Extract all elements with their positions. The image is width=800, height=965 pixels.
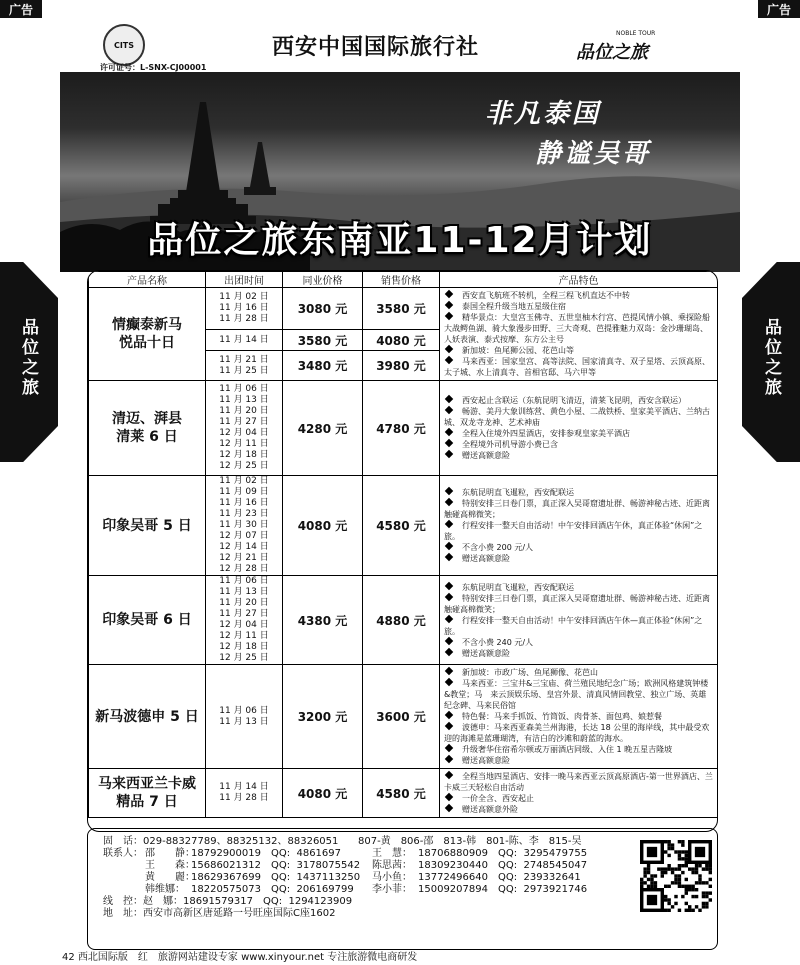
line-name: 赵 娜： (143, 896, 183, 907)
diamond-bullet-icon (445, 678, 453, 686)
feature-item (444, 667, 713, 678)
diamond-bullet-icon (445, 647, 453, 655)
sale-price: 4580 元 (363, 476, 440, 576)
feature-item (444, 301, 713, 312)
product-table (87, 270, 718, 832)
contact-person (372, 848, 588, 860)
feature-item (444, 593, 713, 615)
diamond-bullet-icon (445, 771, 453, 779)
address-label: 地 址： (103, 908, 143, 919)
diamond-bullet-icon (445, 520, 453, 528)
brand-logo: 品位之旅 (576, 42, 648, 63)
contact-mobile: 18792900019 (191, 848, 261, 859)
table-row (89, 769, 718, 818)
line-label: 线 控： (103, 896, 143, 907)
diamond-bullet-icon (445, 487, 453, 495)
diamond-bullet-icon (445, 614, 453, 622)
feature-text: 一价全含、西安起止 (462, 794, 534, 803)
contact-name: 邵 静： (145, 848, 195, 859)
col-header-sale-price: 销售价格 (363, 272, 440, 288)
extensions: 807-黄 806-邵 813-韩 801-陈、李 815-吴 (358, 836, 582, 847)
table-row (89, 288, 718, 330)
col-header-trade-price: 同业价格 (283, 272, 363, 288)
ad-tag-right: 广告 (758, 0, 800, 18)
feature-text: 全程当地四星酒店、安排一晚马来西亚云顶高原酒店-第一世界酒店、兰卡威三天轻松自由活动 (444, 772, 713, 792)
product-name: 清迈、湃县 清莱 6 日 (89, 381, 206, 476)
contact-qq: QQ: 239332641 (498, 872, 581, 883)
feature-text: 东航昆明直飞暹粒，西安配联运 (462, 582, 574, 592)
sale-price: 3580 元 (363, 288, 440, 330)
product-features (440, 476, 718, 576)
contact-name: 李小菲： (372, 884, 412, 895)
diamond-bullet-icon (445, 667, 453, 675)
departure-dates: 11 月 06 日 11 月 13 日 (206, 665, 283, 769)
product-name: 马来西亚兰卡威 精品 7 日 (89, 769, 206, 818)
sale-price: 3980 元 (363, 351, 440, 381)
product-name: 情癫泰新马 悦品十日 (89, 288, 206, 381)
feature-item (444, 804, 713, 815)
contacts-right (372, 848, 588, 896)
contact-qq: QQ: 206169799 (271, 884, 354, 895)
feature-text: 行程安排一整天自由活动！中午安排回酒店午休，真正体验“休闲”之旅。 (444, 521, 703, 541)
diamond-bullet-icon (445, 592, 453, 600)
product-name: 新马波德申 5 日 (89, 665, 206, 769)
people-label: 联系人： (103, 848, 143, 859)
trade-price: 3080 元 (283, 288, 363, 330)
feature-text: 赠送高额意外险 (462, 805, 518, 814)
product-features (440, 381, 718, 476)
phone-numbers: 029-88327789、88325132、88326051 (143, 836, 339, 847)
col-header-dates: 出团时间 (206, 272, 283, 288)
contact-qq: QQ: 3295479755 (498, 848, 588, 859)
headline: 品位之旅东南亚11-12月计划 (147, 220, 653, 261)
diamond-bullet-icon (445, 395, 453, 403)
product-features (440, 288, 718, 381)
feature-text: 特别安排三日卷门票，真正深入吴哥窟遗址群、畅游神秘古迹、近距离触碰高棉微笑； (444, 499, 710, 519)
contact-person (372, 872, 588, 884)
product-features (440, 665, 718, 769)
feature-text: 西安起止含联运（东航昆明飞清迈，清莱飞昆明，西安含联运） (462, 396, 686, 405)
sale-price: 4880 元 (363, 576, 440, 665)
address-line (103, 908, 335, 920)
feature-text: 东航昆明直飞暹粒，西安配联运 (462, 488, 574, 497)
feature-text: 马来西亚：国家皇宫、高等法院、国家清真寺、双子星塔、云顶高原、太子城、水上清真寺、首相官邸、马六甲等 (444, 357, 710, 377)
diamond-bullet-icon (445, 345, 453, 353)
ad-tag-left: 广告 (0, 0, 42, 18)
diamond-bullet-icon (445, 312, 453, 320)
feature-item (444, 428, 713, 439)
contact-mobile: 15009207894 (418, 884, 488, 895)
feature-item (444, 498, 713, 520)
trade-price: 3580 元 (283, 330, 363, 351)
contact-person (372, 860, 588, 872)
phone-line (103, 836, 338, 848)
table-row (89, 576, 718, 665)
contact-mobile: 18220575073 (191, 884, 261, 895)
product-features (440, 576, 718, 665)
feature-item (444, 615, 713, 637)
departure-dates: 11 月 06 日 11 月 13 日 11 月 20 日 11 月 27 日 12 月 04 日 12 月 11 日 12 月 18 日 12 月 25 日 (206, 576, 283, 665)
departure-dates: 11 月 02 日 11 月 16 日 11 月 28 日 (206, 288, 283, 330)
contact-name: 王 森： (145, 860, 195, 871)
diamond-bullet-icon (445, 301, 453, 309)
contact-qq: QQ: 3178075542 (271, 860, 361, 871)
trade-price: 3200 元 (283, 665, 363, 769)
departure-dates: 11 月 21 日 11 月 25 日 (206, 351, 283, 381)
trade-price: 4080 元 (283, 769, 363, 818)
feature-text: 西安直飞航班不转机，全程三程飞机直达不中转 (462, 291, 630, 300)
table-row (89, 665, 718, 769)
feature-text: 泰国全程升级当地五星级住宿 (462, 302, 566, 311)
departure-dates: 11 月 06 日 11 月 13 日 11 月 20 日 11 月 27 日 12 月 04 日 12 月 11 日 12 月 18 日 12 月 25 日 (206, 381, 283, 476)
contact-name: 陈思茜： (372, 860, 412, 871)
cits-logo: CITS (103, 24, 145, 66)
contact-mobile: 18706880909 (418, 848, 488, 859)
diamond-bullet-icon (445, 406, 453, 414)
departure-dates: 11 月 14 日 11 月 28 日 (206, 769, 283, 818)
feature-text: 马来西亚：三宝井&三宝庙、荷兰殖民地纪念广场；欧洲风格建筑钟楼&教堂；马 来云顶娱乐场、皇宫外景、清真风情回教堂、独立广场、英雄纪念碑、马来民俗馆 (444, 679, 709, 710)
feature-item (444, 439, 713, 450)
feature-text: 赠送高额意险 (462, 554, 510, 563)
diamond-bullet-icon (445, 498, 453, 506)
diamond-bullet-icon (445, 722, 453, 730)
col-header-features: 产品特色 (440, 272, 718, 288)
feature-item (444, 711, 713, 722)
slogan-thailand: 非凡泰国 (485, 99, 602, 129)
diamond-bullet-icon (445, 804, 453, 812)
departure-dates: 11 月 02 日 11 月 09 日 11 月 16 日 11 月 23 日 11 月 30 日 12 月 07 日 12 月 14 日 12 月 21 日 12 月 28 日 (206, 476, 283, 576)
feature-text: 赠送高额意险 (462, 451, 510, 460)
contact-name: 王 慧： (372, 848, 412, 859)
trade-price: 4280 元 (283, 381, 363, 476)
feature-text: 精华景点：大皇宫玉佛寺、五世皇柚木行宫、芭提风情小镇、乘探险船大战鳄鱼湖、骑大象漫步田野、三大奇观、芭提雅魅力双岛：金沙珊瑚岛、人妖表演、泰式按摩、东方公主号 (444, 313, 710, 344)
feature-text: 新加坡：市政广场、鱼尾狮像、花芭山 (462, 668, 598, 677)
diamond-bullet-icon (445, 439, 453, 447)
sale-price: 4780 元 (363, 381, 440, 476)
departure-dates: 11 月 14 日 (206, 330, 283, 351)
product-features (440, 769, 718, 818)
diamond-bullet-icon (445, 793, 453, 801)
table-header-row (89, 272, 718, 288)
slogan-angkor: 静谧吴哥 (535, 139, 652, 169)
feature-item (444, 395, 713, 406)
contact-person (145, 860, 361, 872)
feature-text: 全程入住境外四星酒店，安排参观皇家美平酒店 (462, 429, 630, 438)
contact-name: 韩维娜： (145, 884, 185, 895)
feature-item (444, 356, 713, 378)
feature-text: 不含小费 240 元/人 (462, 637, 534, 647)
phone-label: 固 话： (103, 836, 143, 847)
feature-text: 升级奢华住宿希尔顿或万丽酒店同级、入住 1 晚五星吉隆坡 (462, 745, 673, 754)
contact-qq: QQ: 2748545047 (498, 860, 588, 871)
feature-item (444, 755, 713, 766)
contact-person (145, 872, 361, 884)
feature-item (444, 290, 713, 301)
feature-item (444, 582, 713, 593)
trade-price: 4380 元 (283, 576, 363, 665)
agency-name: 西安中国国际旅行社 (272, 35, 480, 60)
contact-name: 马小鱼： (372, 872, 412, 883)
feature-item (444, 678, 713, 711)
feature-item (444, 345, 713, 356)
feature-text: 波德申：马来西亚森美兰州海港，长达 18 公里的海岸线，其中最受欢迎的海滩是蓝珊瑚湾，有洁白的沙滩和蔚蓝的海水。 (444, 723, 710, 743)
contact-qq: QQ: 4861697 (271, 848, 342, 859)
contact-qq: QQ: 1437113250 (271, 872, 361, 883)
feature-item (444, 450, 713, 461)
product-name: 印象吴哥 5 日 (89, 476, 206, 576)
contact-name: 黄 麗： (145, 872, 195, 883)
feature-item (444, 648, 713, 659)
col-header-name: 产品名称 (89, 272, 206, 288)
feature-text: 特色餐：马来手抓饭、竹筒饭、肉骨茶、面包鸡、娘惹餐 (462, 712, 662, 721)
feature-item (444, 520, 713, 542)
feature-item (444, 312, 713, 345)
contact-mobile: 15686021312 (191, 860, 261, 871)
feature-item (444, 771, 713, 793)
sale-price: 4080 元 (363, 330, 440, 351)
side-text-left: 品位之旅 (18, 318, 38, 398)
table-row (89, 476, 718, 576)
diamond-bullet-icon (445, 542, 453, 550)
contact-mobile: 18629367699 (191, 872, 261, 883)
address: 西安市高新区唐延路一号旺座国际C座1602 (143, 908, 336, 919)
feature-item (444, 722, 713, 744)
diamond-bullet-icon (445, 636, 453, 644)
feature-item (444, 542, 713, 553)
feature-item (444, 744, 713, 755)
sale-price: 4580 元 (363, 769, 440, 818)
contact-qq: QQ: 2973921746 (498, 884, 588, 895)
feature-text: 全程境外司机导游小费已含 (462, 440, 558, 449)
feature-text: 赠送高额意险 (462, 648, 510, 658)
trade-price: 3480 元 (283, 351, 363, 381)
feature-item (444, 487, 713, 498)
contact-mobile: 13772496640 (418, 872, 488, 883)
diamond-bullet-icon (445, 290, 453, 298)
diamond-bullet-icon (445, 553, 453, 561)
feature-text: 不含小费 200 元/人 (462, 543, 534, 552)
brand-small: NOBLE TOUR (616, 30, 656, 37)
footer: 42 西北国际版 红 旅游网站建设专家 www.xinyour.net 专注旅游微电商研发 (62, 952, 418, 963)
diamond-bullet-icon (445, 428, 453, 436)
feature-text: 行程安排一整天自由活动！中午安排回酒店午休—真正体验“休闲”之旅。 (444, 615, 703, 636)
line-qq: QQ: 1294123909 (263, 896, 353, 907)
diamond-bullet-icon (445, 450, 453, 458)
product-name: 印象吴哥 6 日 (89, 576, 206, 665)
line-mobile: 18691579317 (183, 896, 253, 907)
contact-person (372, 884, 588, 896)
feature-item (444, 793, 713, 804)
feature-item (444, 637, 713, 648)
diamond-bullet-icon (445, 711, 453, 719)
feature-item (444, 406, 713, 428)
side-text-right: 品位之旅 (761, 318, 781, 398)
feature-text: 畅游、美丹大象训练营、黄色小屋、二战铁桥、皇家美平酒店、兰纳古城、双龙寺龙神、艺术神庙 (444, 407, 710, 427)
table-row (89, 381, 718, 476)
sale-price: 3600 元 (363, 665, 440, 769)
qr-code-icon (640, 840, 712, 912)
feature-text: 新加坡：鱼尾狮公园、花芭山等 (462, 346, 574, 355)
diamond-bullet-icon (445, 581, 453, 589)
contact-person (145, 848, 361, 860)
contacts-left (145, 848, 361, 896)
feature-text: 赠送高额意险 (462, 756, 510, 765)
diamond-bullet-icon (445, 744, 453, 752)
diamond-bullet-icon (445, 755, 453, 763)
trade-price: 4080 元 (283, 476, 363, 576)
contact-mobile: 18309230440 (418, 860, 488, 871)
feature-text: 特别安排三日卷门票，真正深入吴哥窟遗址群、畅游神秘古迹、近距离触碰高棉微笑； (444, 593, 710, 614)
contact-person (145, 884, 361, 896)
feature-item (444, 553, 713, 564)
license-number: 许可证号：L-SNX-CJ00001 (100, 63, 207, 72)
diamond-bullet-icon (445, 356, 453, 364)
line-control (103, 896, 352, 908)
